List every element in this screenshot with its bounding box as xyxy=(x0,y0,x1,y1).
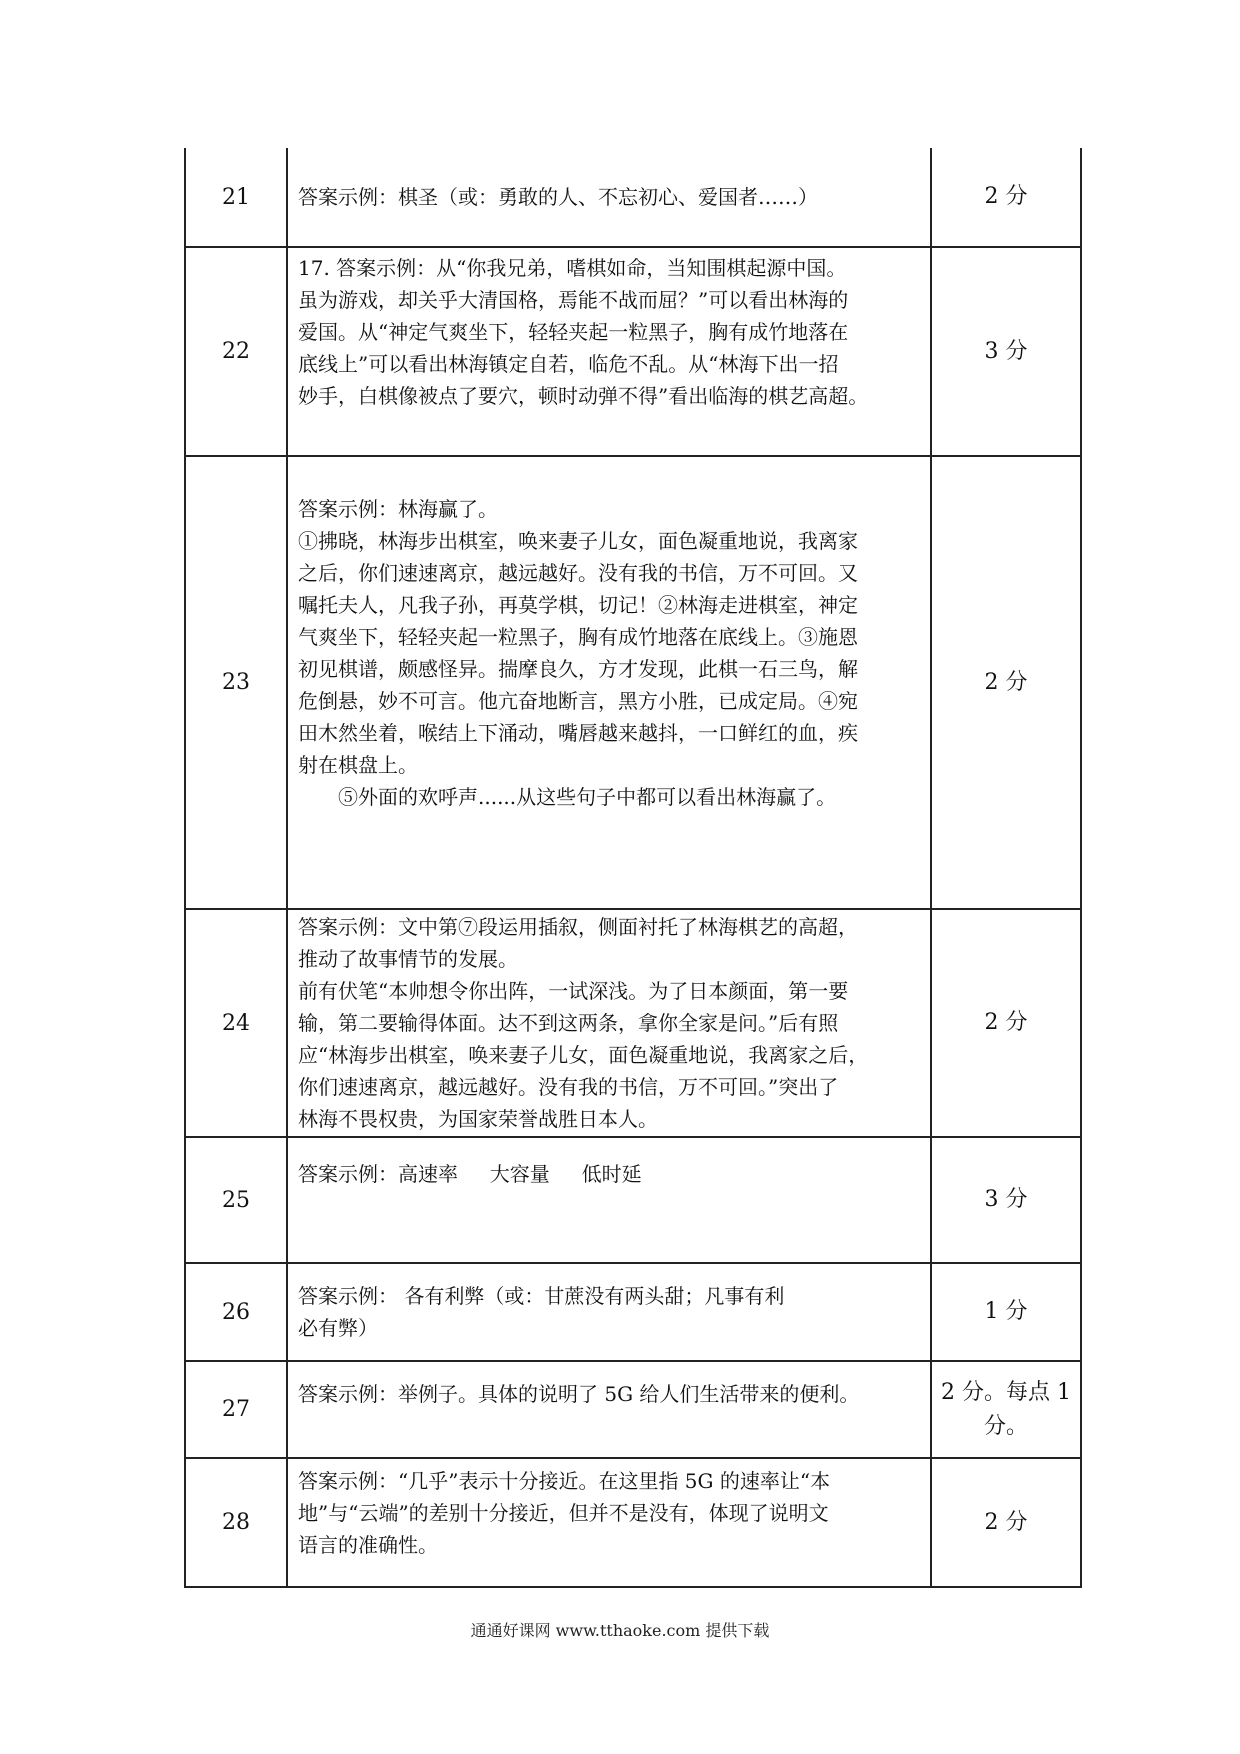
score-cell: 2 分 xyxy=(931,456,1081,909)
question-number: 27 xyxy=(185,1361,287,1458)
answer-cell xyxy=(287,1361,931,1458)
score-line: 分。 xyxy=(983,1413,1028,1439)
question-number: 26 xyxy=(185,1263,287,1361)
answer-line: 气爽坐下，轻轻夹起一粒黑子，胸有成竹地落在底线上。③施恩 xyxy=(298,625,858,649)
answer-cell xyxy=(287,456,931,909)
answer-line: ⑤外面的欢呼声......从这些句子中都可以看出林海赢了。 xyxy=(338,785,837,809)
answer-line: 嘱托夫人，凡我子孙，再莫学棋，切记！②林海走进棋室，神定 xyxy=(298,593,858,617)
answer-line: ①拂晓，林海步出棋室，唤来妻子儿女，面色凝重地说，我离家 xyxy=(298,529,858,553)
table-row xyxy=(185,909,1081,1137)
answer-cell xyxy=(287,1137,931,1263)
question-number: 21 xyxy=(185,148,287,247)
answer-line: 地”与“云端”的差别十分接近，但并不是没有，体现了说明文 xyxy=(298,1501,829,1525)
answer-line: 前有伏笔“本帅想令你出阵，一试深浅。为了日本颜面，第一要 xyxy=(298,979,849,1003)
answer-line: 你们速速离京，越远越好。没有我的书信，万不可回。”突出了 xyxy=(298,1075,839,1099)
answer-line: 推动了故事情节的发展。 xyxy=(298,947,518,971)
question-number: 28 xyxy=(185,1458,287,1587)
answer-line: 危倒悬，妙不可言。他亢奋地断言，黑方小胜，已成定局。④宛 xyxy=(298,689,858,713)
answer-cell xyxy=(287,247,931,456)
answer-cell xyxy=(287,1263,931,1361)
answer-line: 妙手，白棋像被点了要穴，顿时动弹不得”看出临海的棋艺高超。 xyxy=(298,384,869,408)
answer-line: 林海不畏权贵，为国家荣誉战胜日本人。 xyxy=(298,1107,658,1131)
table-row xyxy=(185,456,1081,909)
answer-cell xyxy=(287,148,931,247)
question-number: 24 xyxy=(185,909,287,1137)
answer-cell xyxy=(287,1458,931,1587)
answer-line: 输，第二要输得体面。达不到这两条，拿你全家是问。”后有照 xyxy=(298,1011,839,1035)
answer-line: 答案示例：棋圣（或：勇敢的人、不忘初心、爱国者……） xyxy=(298,185,818,209)
table-row xyxy=(185,1263,1081,1361)
answer-line: 必有弊） xyxy=(298,1316,378,1340)
score-cell: 2 分 xyxy=(931,1458,1081,1587)
answer-line: 田木然坐着，喉结上下涌动，嘴唇越来越抖，一口鲜红的血，疾 xyxy=(298,721,858,745)
answer-line: 答案示例：举例子。具体的说明了 5G 给人们生活带来的便利。 xyxy=(298,1382,860,1406)
score-cell xyxy=(931,1361,1081,1458)
score-cell: 1 分 xyxy=(931,1263,1081,1361)
page-footer: 通通好课网 www.tthaoke.com 提供下载 xyxy=(470,1621,770,1640)
answer-line: 之后，你们速速离京，越远越好。没有我的书信，万不可回。又 xyxy=(298,561,858,585)
question-number: 25 xyxy=(185,1137,287,1263)
score-line: 2 分。每点 1 xyxy=(941,1379,1071,1405)
answer-line: 答案示例：“几乎”表示十分接近。在这里指 5G 的速率让“本 xyxy=(298,1469,831,1493)
question-number: 23 xyxy=(185,456,287,909)
answer-line: 射在棋盘上。 xyxy=(298,753,418,777)
table-row xyxy=(185,247,1081,456)
answer-line: 底线上”可以看出林海镇定自若，临危不乱。从“林海下出一招 xyxy=(298,352,839,376)
answer-line: 答案示例：高速率 大容量 低时延 xyxy=(298,1162,642,1186)
answer-cell xyxy=(287,909,931,1137)
table-row xyxy=(185,1361,1081,1458)
table-row xyxy=(185,148,1081,247)
score-cell: 3 分 xyxy=(931,247,1081,456)
score-cell: 2 分 xyxy=(931,148,1081,247)
answer-line: 语言的准确性。 xyxy=(298,1533,438,1557)
answer-line: 答案示例：文中第⑦段运用插叙，侧面衬托了林海棋艺的高超， xyxy=(298,915,858,939)
answer-line: 爱国。从“神定气爽坐下，轻轻夹起一粒黑子，胸有成竹地落在 xyxy=(298,320,849,344)
table-row xyxy=(185,1137,1081,1263)
answer-line: 初见棋谱，颇感怪异。揣摩良久，方才发现，此棋一石三鸟，解 xyxy=(298,657,858,681)
score-cell: 3 分 xyxy=(931,1137,1081,1263)
answer-line: 答案示例： 各有利弊（或：甘蔗没有两头甜；凡事有利 xyxy=(298,1284,785,1308)
answer-line: 17. 答案示例：从“你我兄弟，嗜棋如命，当知围棋起源中国。 xyxy=(298,256,847,280)
answer-line: 虽为游戏，却关乎大清国格，焉能不战而屈？”可以看出林海的 xyxy=(298,288,849,312)
table-row xyxy=(185,1458,1081,1587)
score-cell: 2 分 xyxy=(931,909,1081,1137)
answer-table xyxy=(184,148,1082,1588)
answer-line: 答案示例：林海赢了。 xyxy=(298,497,498,521)
question-number: 22 xyxy=(185,247,287,456)
answer-line: 应“林海步出棋室，唤来妻子儿女，面色凝重地说，我离家之后， xyxy=(298,1043,869,1067)
